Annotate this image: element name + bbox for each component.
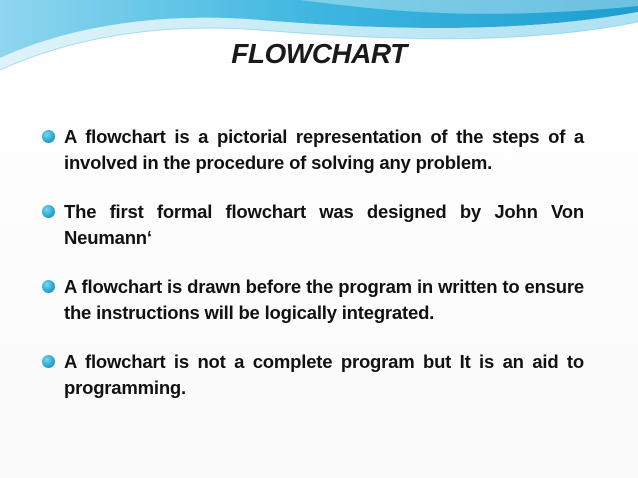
bullet-text: A flowchart is drawn before the program in written to ensure the instructions will be logically integrated. — [64, 276, 584, 323]
bullet-text: The first formal flowchart was designed by John Von Neumann‘ — [64, 201, 584, 248]
bullet-item — [42, 274, 584, 326]
bullet-text: A flowchart is a pictorial representation of the steps of a involved in the procedure of solving any problem. — [64, 126, 584, 173]
bullet-item — [42, 199, 584, 251]
bullet-text: A flowchart is not a complete program but It is an aid to programming. — [64, 351, 584, 398]
bullet-dot-icon — [42, 205, 55, 218]
bullet-dot-icon — [42, 280, 55, 293]
bullet-dot-icon — [42, 130, 55, 143]
slide-title: FLOWCHART — [231, 38, 407, 69]
bullet-dot-icon — [42, 355, 55, 368]
bullet-item — [42, 124, 584, 176]
bullet-item — [42, 349, 584, 401]
bullet-list — [42, 124, 584, 424]
